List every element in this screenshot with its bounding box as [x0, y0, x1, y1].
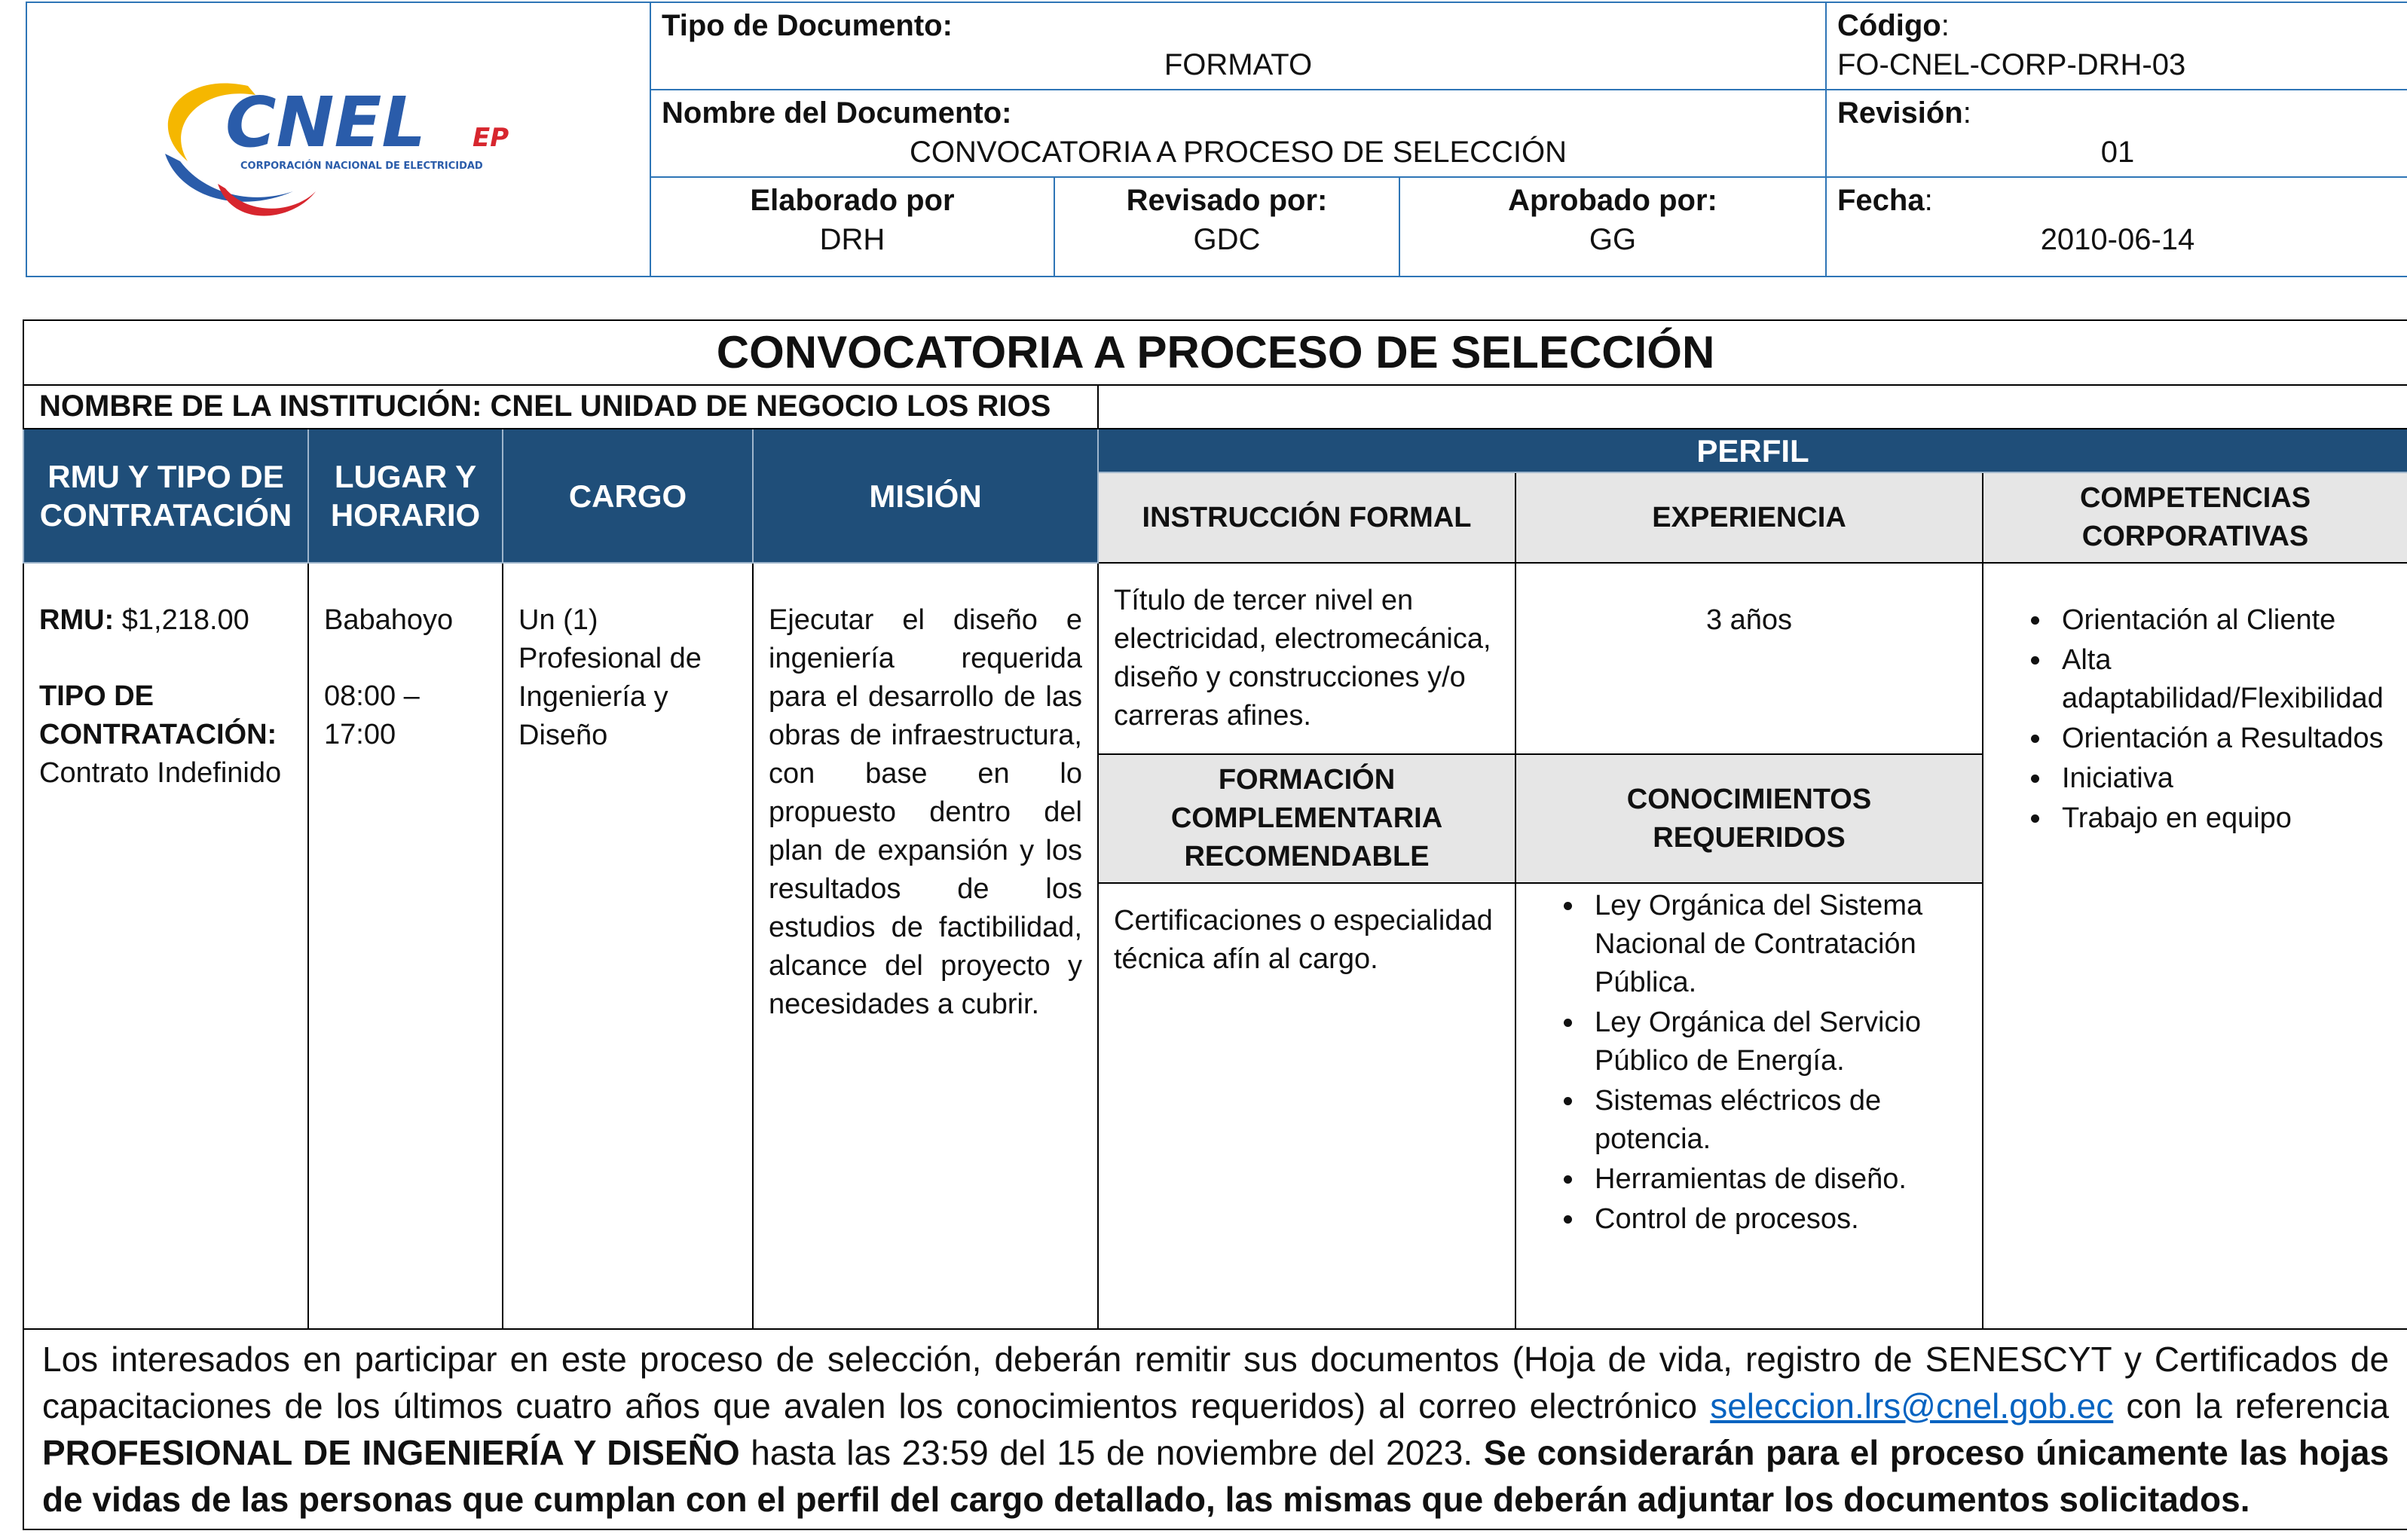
date-value: 2010-06-14 — [2040, 223, 2195, 256]
header-mision: MISIÓN — [753, 429, 1098, 563]
competency-item: • Alta adaptabilidad/Flexibilidad — [2053, 641, 2392, 718]
svg-text:EP: EP — [473, 122, 509, 153]
approved-cell — [1399, 177, 1826, 277]
competency-item: • Orientación a Resultados — [2053, 720, 2392, 758]
institution-blank — [1098, 385, 2407, 429]
competencies-list — [1988, 601, 2392, 838]
knowledge-cell — [1515, 883, 1983, 1329]
rmu-value: $1,218.00 — [121, 604, 249, 636]
footer-text-3: hasta las 23:59 del 15 de noviembre del 2023. — [739, 1433, 1484, 1472]
cnel-logo — [135, 41, 542, 229]
competency-item: • Trabajo en equipo — [2053, 799, 2392, 838]
logo-cell — [26, 2, 650, 277]
doc-type-label: Tipo de Documento: — [662, 9, 953, 42]
competencies-cell — [1983, 563, 2407, 1329]
selection-form — [23, 319, 2407, 1530]
knowledge-item: • Ley Orgánica del Sistema Nacional de Contratación Pública. — [1586, 887, 1967, 1002]
header-formacion: FORMACIÓN COMPLEMENTARIA RECOMENDABLE — [1098, 754, 1515, 883]
form-title: CONVOCATORIA A PROCESO DE SELECCIÓN — [23, 320, 2407, 385]
knowledge-item: • Sistemas eléctricos de potencia. — [1586, 1082, 1967, 1159]
contract-value: Contrato Indefinido — [39, 757, 282, 789]
doc-name-label: Nombre del Documento: — [662, 96, 1012, 130]
header-lugar: LUGAR Y HORARIO — [308, 429, 503, 563]
header-experiencia: EXPERIENCIA — [1515, 472, 1983, 563]
position-value: Un (1) Profesional de Ingeniería y Diseño — [503, 563, 753, 1329]
elaborated-label: Elaborado por — [750, 184, 955, 217]
elaborated-value: DRH — [819, 223, 885, 256]
instruction-value: Título de tercer nivel en electricidad, electromecánica, diseño y construcciones y/o carreras afines. — [1098, 563, 1515, 754]
svg-text:CNEL: CNEL — [225, 81, 426, 163]
date-cell: Fecha: 2010-06-14 — [1826, 177, 2407, 277]
svg-text:CORPORACIÓN NACIONAL DE ELECTR: CORPORACIÓN NACIONAL DE ELECTRICIDAD — [240, 160, 483, 172]
header-perfil: PERFIL — [1098, 429, 2407, 472]
knowledge-item: • Control de procesos. — [1586, 1200, 1967, 1239]
header-competencias: COMPETENCIAS CORPORATIVAS — [1983, 472, 2407, 563]
revision-value: 01 — [2100, 136, 2135, 169]
footer-text-1: Los interesados en participar en este proceso de selección, deberán remitir sus documentos (Hoja de vida, registro de SENESCYT y Certificados de capacitaciones de los últimos cuatro años que avalen los conocimientos requeridos) al correo electrónico — [42, 1340, 2390, 1425]
doc-type-cell — [650, 2, 1826, 90]
knowledge-item: • Herramientas de diseño. — [1586, 1160, 1967, 1199]
knowledge-item: • Ley Orgánica del Servicio Público de Energía. — [1586, 1004, 1967, 1080]
reviewed-label: Revisado por: — [1126, 184, 1328, 217]
elaborated-cell — [650, 177, 1054, 277]
header-conocimientos: CONOCIMIENTOS REQUERIDOS — [1515, 754, 1983, 883]
competency-item: • Orientación al Cliente — [2053, 601, 2392, 640]
place-cell — [308, 563, 503, 1329]
competency-item: • Iniciativa — [2053, 759, 2392, 798]
date-label: Fecha — [1837, 184, 1925, 217]
reviewed-value: GDC — [1193, 223, 1261, 256]
code-cell: Código: FO-CNEL-CORP-DRH-03 — [1826, 2, 2407, 90]
document-header — [26, 2, 2407, 277]
experience-value: 3 años — [1515, 563, 1983, 754]
header-rmu: RMU Y TIPO DE CONTRATACIÓN — [23, 429, 308, 563]
footer-bold-note: Se considerarán para el proceso únicamente las hojas de vidas de las personas que cumplan con el perfil del cargo detallado, las mismas que deberán adjuntar los documentos solicitados. — [42, 1433, 2390, 1519]
training-value: Certificaciones o especialidad técnica afín al cargo. — [1098, 883, 1515, 1329]
header-instruccion: INSTRUCCIÓN FORMAL — [1098, 472, 1515, 563]
revision-cell: Revisión: 01 — [1826, 90, 2407, 177]
contract-label: TIPO DE CONTRATACIÓN: — [39, 680, 277, 750]
reviewed-cell — [1054, 177, 1399, 277]
code-label: Código — [1837, 9, 1941, 42]
place-value: Babahoyo — [324, 604, 454, 636]
email-link[interactable]: seleccion.lrs@cnel.gob.ec — [1710, 1386, 2114, 1425]
rmu-cell — [23, 563, 308, 1329]
institution-name: NOMBRE DE LA INSTITUCIÓN: CNEL UNIDAD DE NEGOCIO LOS RIOS — [23, 385, 1098, 429]
code-value: FO-CNEL-CORP-DRH-03 — [1837, 48, 2186, 81]
doc-type-value: FORMATO — [1164, 48, 1313, 81]
header-cargo: CARGO — [503, 429, 753, 563]
mission-value: Ejecutar el diseño e ingeniería requerida para el desarrollo de las obras de infraestructura, con base en lo propuesto dentro del plan de expansión y los resultados de los estudios de factibilidad, alcance del proyecto y necesidades a cubrir. — [753, 563, 1098, 1329]
knowledge-list — [1521, 887, 1967, 1239]
revision-label: Revisión — [1837, 96, 1963, 130]
approved-label: Aprobado por: — [1508, 184, 1717, 217]
footer-notice — [23, 1329, 2407, 1529]
footer-reference: PROFESIONAL DE INGENIERÍA Y DISEÑO — [42, 1433, 740, 1472]
schedule-value: 08:00 – 17:00 — [324, 680, 420, 750]
rmu-label: RMU: — [39, 604, 115, 636]
footer-text-2: con la referencia — [2113, 1386, 2390, 1425]
doc-name-cell — [650, 90, 1826, 177]
approved-value: GG — [1589, 223, 1637, 256]
doc-name-value: CONVOCATORIA A PROCESO DE SELECCIÓN — [909, 136, 1567, 169]
